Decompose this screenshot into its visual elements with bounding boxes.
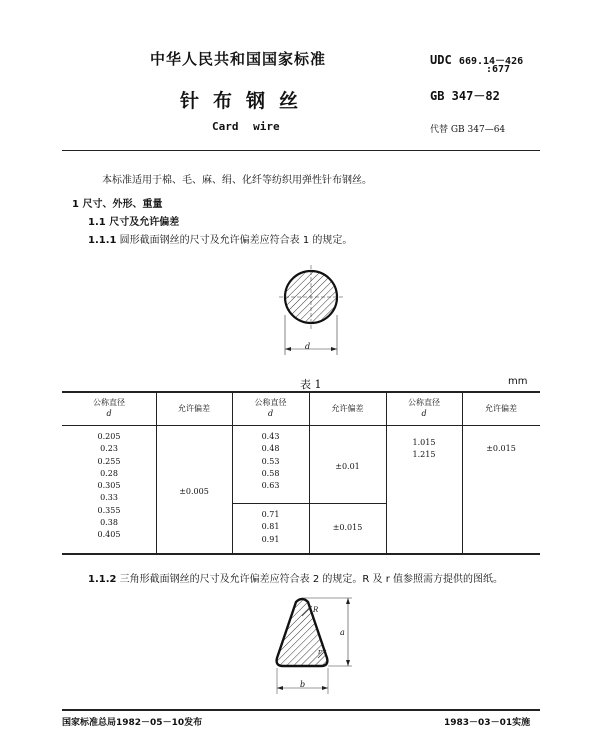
- header-symbol: d: [421, 409, 427, 418]
- table1-bottom-rule: [62, 553, 540, 555]
- figure1-dim-d: d: [305, 342, 311, 351]
- replaces-note: 代替 GB 347—64: [430, 125, 506, 135]
- table-cell: 0.58: [261, 468, 280, 478]
- header-label: 公称直径: [93, 398, 125, 407]
- section-1-1-heading: 1.1 尺寸及允许偏差: [88, 217, 180, 228]
- header-symbol: d: [267, 409, 274, 418]
- section-1-1-2-text: 三角形截面钢丝的尺寸及允许偏差应符合表 2 的规定。R 及 r 值参照需方提供的图纸。: [119, 574, 503, 585]
- effective-date: 1983－03－01实施: [444, 718, 531, 728]
- header-symbol: d: [106, 409, 112, 418]
- table-cell: 0.63: [261, 481, 280, 491]
- table1-group1-diameters: [62, 431, 156, 542]
- header-label: 公称直径: [408, 398, 440, 407]
- table1-group1-tolerance: ±0.005: [179, 487, 209, 496]
- table-cell: 1.215: [412, 450, 436, 460]
- table-cell: 0.28: [100, 468, 118, 478]
- table-cell: 0.48: [261, 444, 280, 454]
- table1-top-rule: [62, 391, 540, 393]
- section-1-1-1-number: 1.1.1: [88, 235, 117, 246]
- table1-group2b-diameters: [232, 509, 309, 546]
- table1-header-tolerance: 允许偏差: [485, 404, 517, 413]
- table1-group2b-tolerance: ±0.015: [332, 523, 363, 532]
- section-1-1-1: [88, 231, 352, 246]
- section-1-1-2: [88, 570, 503, 585]
- section-1-1-2-number: 1.1.2: [88, 574, 117, 585]
- table-cell: 0.255: [97, 456, 121, 466]
- table-cell: 0.38: [100, 518, 118, 528]
- table1-header-diameter: [62, 397, 156, 419]
- table1-group2a-diameters: [232, 431, 309, 492]
- table1-header-tolerance: 允许偏差: [178, 404, 210, 413]
- table1-header-tolerance: 允许偏差: [331, 404, 364, 413]
- table-cell: 0.33: [100, 493, 118, 503]
- table-cell: 0.405: [97, 530, 121, 540]
- table1-group3-tolerance: ±0.015: [486, 444, 516, 453]
- udc-line1: 669.14－426: [458, 56, 524, 67]
- table1-header-diameter: [386, 397, 462, 419]
- figure2-dim-a: a: [340, 628, 345, 637]
- table1-title: 表 1: [300, 378, 322, 391]
- table-cell: 0.23: [100, 444, 118, 454]
- footer-rule: [62, 709, 540, 711]
- table-cell: 0.71: [261, 510, 280, 519]
- figure2-dim-b: b: [300, 680, 306, 689]
- table1-group2a-tolerance: ±0.01: [335, 462, 360, 471]
- table1-col-divider: [462, 391, 463, 554]
- udc-label: UDC: [430, 53, 452, 67]
- section-1-heading: 1 尺寸、外形、重量: [72, 199, 163, 210]
- title-en: Card wire: [212, 120, 280, 133]
- table1-unit: mm: [508, 376, 528, 387]
- table-cell: 0.305: [97, 481, 121, 491]
- table-cell: 0.205: [97, 432, 121, 441]
- figure2-label-R: R: [313, 606, 319, 614]
- table1-header-diameter: [232, 397, 309, 419]
- table-cell: 0.355: [97, 505, 121, 515]
- issued-date: 国家标准总局1982－05－10发布: [62, 718, 203, 728]
- table1-col-divider: [156, 391, 157, 554]
- gb-number: GB 347－82: [430, 89, 500, 103]
- table-cell: 1.015: [412, 438, 436, 447]
- table1-group3-diameters: [386, 437, 462, 462]
- title-cn: 针布钢丝: [180, 90, 313, 112]
- table-cell: 0.91: [261, 534, 280, 544]
- standard-name: 中华人民共和国国家标准: [150, 50, 327, 68]
- header-rule: [62, 150, 540, 151]
- figure2-label-r: r: [318, 648, 322, 656]
- scope-text: 本标准适用于棉、毛、麻、绢、化纤等纺织用弹性针布钢丝。: [102, 175, 372, 186]
- table-cell: 0.43: [261, 432, 280, 441]
- table1-header-rule: [62, 425, 540, 426]
- section-1-1-1-text: 圆形截面钢丝的尺寸及允许偏差应符合表 1 的规定。: [119, 235, 353, 246]
- table-cell: 0.81: [261, 522, 280, 532]
- udc-line2: :677: [486, 64, 511, 75]
- header-label: 公称直径: [254, 398, 287, 407]
- table-cell: 0.53: [261, 456, 280, 466]
